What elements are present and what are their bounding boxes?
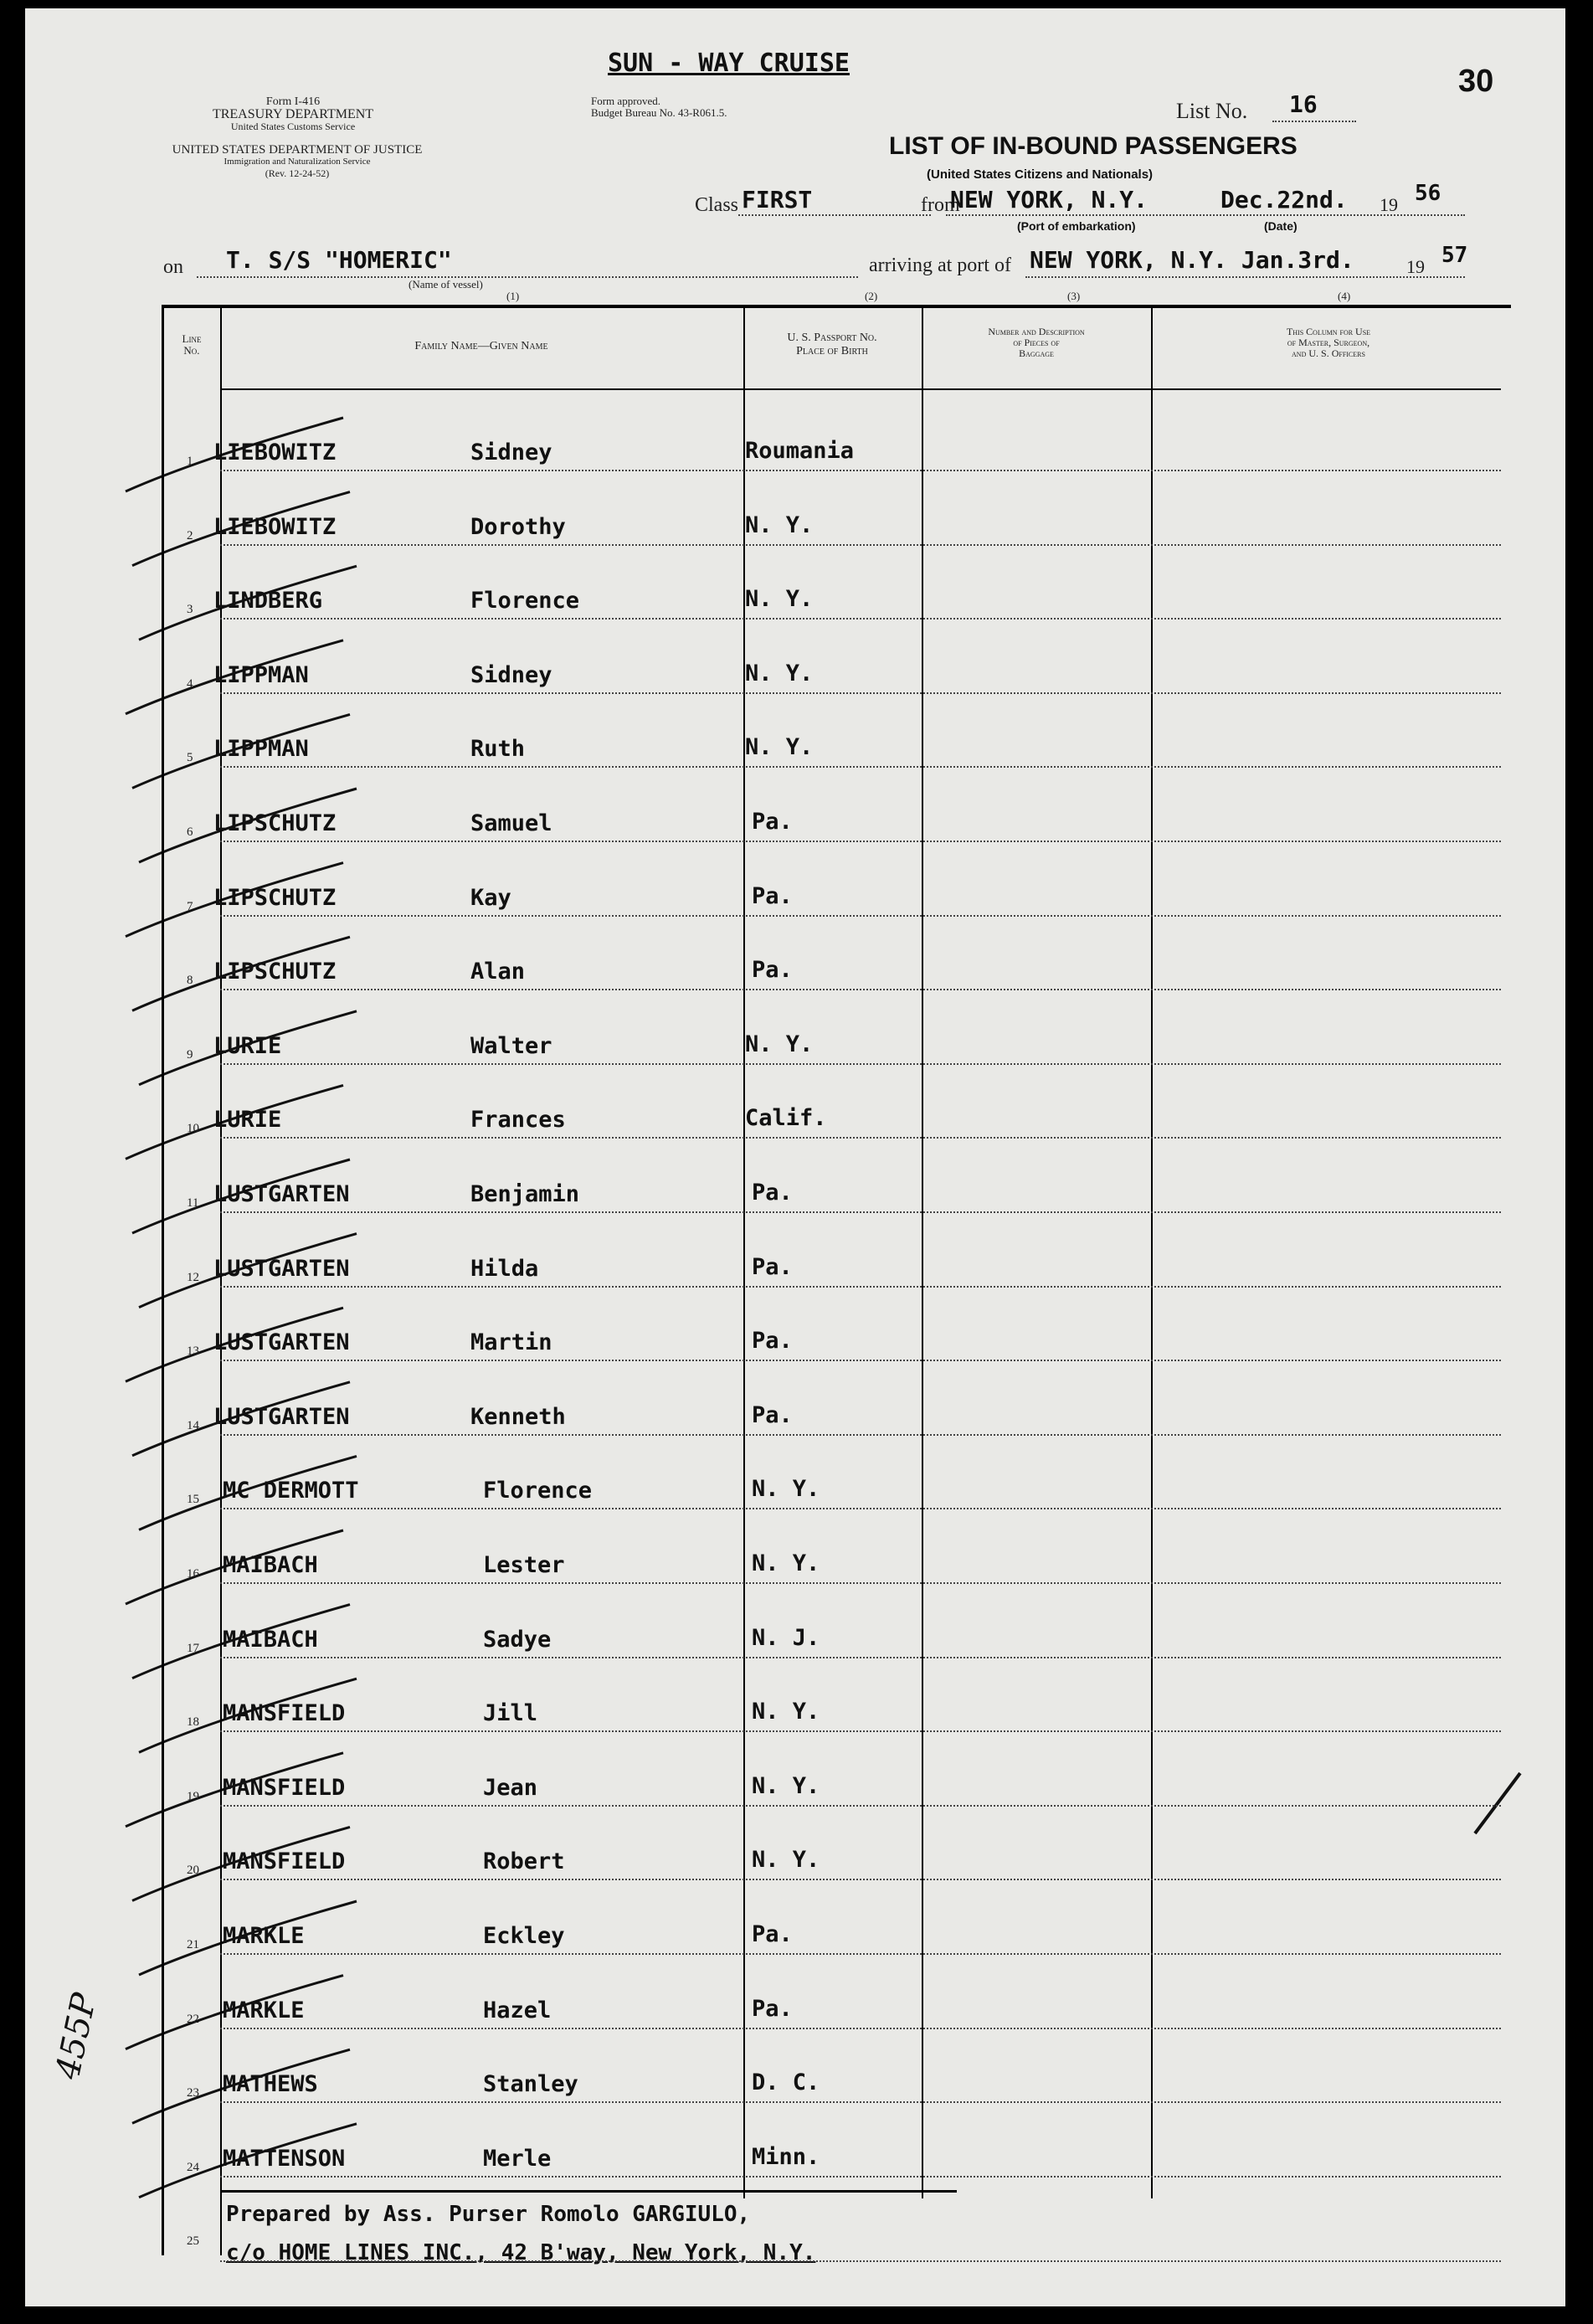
customs-service: United States Customs Service [230, 121, 356, 132]
place-of-birth: Pa. [752, 1254, 793, 1280]
place-of-birth: Pa. [752, 1402, 793, 1428]
line-number: 20 [187, 1864, 199, 1877]
ins-service: Immigration and Naturalization Service [224, 157, 371, 167]
given-name: Sadye [483, 1627, 552, 1653]
line-number: 19 [187, 1790, 199, 1803]
row-rule [220, 1730, 1501, 1732]
line-number: 3 [187, 603, 193, 616]
row-rule [220, 1137, 1501, 1139]
from-line [946, 214, 1465, 216]
form-approval [591, 95, 727, 119]
handwritten-margin-note: 455P [49, 1989, 105, 2083]
from-label: from [921, 194, 960, 216]
row-rule [220, 692, 1501, 694]
family-name: MC DERMOTT [223, 1478, 359, 1504]
place-of-birth: Calif. [745, 1105, 827, 1131]
place-of-birth: Pa. [752, 1328, 793, 1354]
family-name: MANSFIELD [223, 1700, 346, 1726]
family-name: LURIE [213, 1033, 282, 1059]
class-value: FIRST [742, 186, 813, 213]
list-subtitle: (United States Citizens and Nationals) [927, 167, 1154, 182]
given-name: Robert [483, 1848, 565, 1874]
header-baggage-l2: of Pieces of [1013, 337, 1060, 348]
row-rule [220, 841, 1501, 842]
family-name: LIEBOWITZ [213, 440, 337, 465]
agent-address: c/o HOME LINES INC., 42 B'way, New York, N.Y. [226, 2240, 816, 2265]
row-rule [220, 470, 1501, 471]
class-line [738, 214, 931, 216]
place-of-birth: N. Y. [752, 1476, 820, 1502]
cruise-title: SUN - WAY CRUISE [608, 49, 850, 78]
col-divider-4 [1151, 306, 1153, 2198]
row-rule [220, 1063, 1501, 1065]
place-of-birth: N. Y. [745, 586, 814, 612]
list-no-line [1272, 121, 1356, 122]
line-number: 16 [187, 1567, 199, 1581]
given-name: Dorothy [470, 514, 566, 540]
line-number: 10 [187, 1122, 199, 1135]
family-name: MARKLE [223, 1923, 305, 1949]
list-title: LIST OF IN-BOUND PASSENGERS [889, 132, 1298, 160]
family-name: MANSFIELD [223, 1775, 346, 1801]
header-passport [745, 332, 919, 358]
given-name: Benjamin [470, 1181, 580, 1207]
line-number: 14 [187, 1419, 199, 1432]
family-name: LIPPMAN [213, 736, 309, 762]
place-of-birth: N. Y. [745, 1031, 814, 1057]
place-of-birth: N. Y. [745, 734, 814, 760]
final-row-line [220, 2260, 1501, 2262]
row-rule [220, 915, 1501, 917]
family-name: LUSTGARTEN [213, 1404, 350, 1430]
on-label: on [163, 256, 183, 278]
margin-stroke [1475, 1773, 1520, 1833]
place-of-birth: Pa. [752, 1180, 793, 1206]
treasury-dept: TREASURY DEPARTMENT [212, 107, 374, 121]
header-bottom-rule [220, 388, 1501, 390]
row-rule [220, 618, 1501, 620]
arrival-line [1025, 276, 1465, 278]
table-left-border [162, 305, 164, 2255]
class-label: Class [695, 194, 739, 216]
line-number: 5 [187, 751, 193, 764]
family-name: LIPPMAN [213, 662, 309, 688]
row-rule [220, 1286, 1501, 1288]
header-no-word: No. [183, 344, 200, 357]
given-name: Alan [470, 959, 526, 985]
port-embark-caption: (Port of embarkation) [1017, 219, 1136, 233]
header-baggage-l3: Baggage [1019, 347, 1054, 359]
row-rule [220, 1434, 1501, 1436]
line-number: 18 [187, 1715, 199, 1729]
given-name: Sidney [470, 662, 552, 688]
family-name: LUSTGARTEN [213, 1329, 350, 1355]
place-of-birth: D. C. [752, 2069, 820, 2095]
row-rule [220, 2101, 1501, 2103]
place-of-birth: Pa. [752, 883, 793, 909]
year-prefix-1: 19 [1380, 194, 1398, 215]
place-of-birth: N. Y. [752, 1773, 820, 1799]
year-from: 56 [1415, 181, 1441, 206]
given-name: Kay [470, 885, 511, 911]
line-number: 22 [187, 2013, 199, 2026]
row-rule [220, 1211, 1501, 1213]
row-rule [220, 1805, 1501, 1807]
line-number: 11 [187, 1196, 199, 1210]
given-name: Hilda [470, 1256, 539, 1282]
line-number: 8 [187, 974, 193, 987]
family-name: MARKLE [223, 1998, 305, 2023]
header-officers-l1: This Column for Use [1286, 326, 1371, 337]
line-number: 15 [187, 1493, 199, 1506]
given-name: Merle [483, 2146, 552, 2172]
budget-bureau: Budget Bureau No. 43-R061.5. [591, 106, 727, 119]
arriving-label: arriving at port of [869, 255, 1011, 276]
given-name: Walter [470, 1033, 552, 1059]
arrival-port-date: NEW YORK, N.Y. Jan.3rd. [1030, 246, 1354, 274]
given-name: Eckley [483, 1923, 565, 1949]
place-of-birth: Pa. [752, 1921, 793, 1947]
line-number: 1 [187, 455, 193, 468]
given-name: Sidney [470, 440, 552, 465]
place-of-birth: N. Y. [752, 1699, 820, 1725]
family-name: LINDBERG [213, 588, 323, 614]
row-rule [220, 766, 1501, 768]
row-rule [220, 1657, 1501, 1658]
line-number: 23 [187, 2086, 199, 2100]
row-rule [220, 1953, 1501, 1955]
revision: (Rev. 12-24-52) [265, 167, 330, 179]
header-name: Family Name—Given Name [414, 340, 548, 352]
given-name: Samuel [470, 810, 552, 836]
family-name: LIPSCHUTZ [213, 810, 337, 836]
given-name: Jean [483, 1775, 538, 1801]
given-name: Florence [483, 1478, 593, 1504]
row-rule [220, 544, 1501, 546]
row-rule [220, 1508, 1501, 1509]
line-number: 6 [187, 825, 193, 839]
family-name: LUSTGARTEN [213, 1181, 350, 1207]
family-name: LIEBOWITZ [213, 514, 337, 540]
date-from: Dec.22nd. [1220, 186, 1348, 213]
place-of-birth: Minn. [752, 2144, 820, 2170]
family-name: MATTENSON [223, 2146, 346, 2172]
header-officers-l3: and U. S. Officers [1292, 347, 1365, 359]
family-name: LIPSCHUTZ [213, 885, 337, 911]
header-line-no [166, 333, 218, 357]
family-name: MANSFIELD [223, 1848, 346, 1874]
list-no-label: List No. [1176, 99, 1248, 123]
vessel-line [197, 276, 858, 278]
list-no-value: 16 [1289, 90, 1318, 118]
given-name: Hazel [483, 1998, 552, 2023]
line-number: 7 [187, 900, 193, 913]
justice-dept: UNITED STATES DEPARTMENT OF JUSTICE [172, 143, 423, 157]
col-num-1: (1) [506, 290, 520, 302]
given-name: Stanley [483, 2071, 578, 2097]
row-rule [220, 1879, 1501, 1880]
from-value: NEW YORK, N.Y. [950, 186, 1149, 213]
header-passport-no: U. S. Passport No. [787, 332, 877, 344]
document-page [25, 8, 1565, 2306]
form-id-block [209, 95, 377, 133]
given-name: Jill [483, 1700, 538, 1726]
line-number: 24 [187, 2161, 199, 2174]
col-divider-3 [922, 306, 923, 2198]
header-place-of-birth: Place of Birth [796, 345, 868, 357]
col-num-3: (3) [1067, 290, 1081, 302]
row-rule [220, 1360, 1501, 1361]
given-name: Martin [470, 1329, 552, 1355]
line-number: 17 [187, 1642, 199, 1655]
line-number: 25 [187, 2234, 199, 2248]
header-line-word: Line [182, 332, 202, 345]
row-rule [220, 2176, 1501, 2177]
given-name: Kenneth [470, 1404, 566, 1430]
place-of-birth: Roumania [745, 438, 855, 464]
header-officers-l2: of Master, Surgeon, [1287, 337, 1370, 348]
col-num-4: (4) [1338, 290, 1351, 302]
row-rule [220, 989, 1501, 990]
family-name: LIPSCHUTZ [213, 959, 337, 985]
place-of-birth: Pa. [752, 1996, 793, 2022]
place-of-birth: Pa. [752, 957, 793, 983]
given-name: Lester [483, 1552, 565, 1578]
family-name: MAIBACH [223, 1552, 318, 1578]
place-of-birth: N. Y. [745, 512, 814, 538]
year-to: 57 [1441, 243, 1468, 268]
header-baggage-l1: Number and Description [988, 326, 1085, 337]
place-of-birth: N. Y. [752, 1847, 820, 1873]
line-number: 12 [187, 1271, 199, 1284]
vessel-name: T. S/S "HOMERIC" [226, 246, 452, 274]
family-name: LUSTGARTEN [213, 1256, 350, 1282]
row-rule [220, 1582, 1501, 1584]
footer-rule [220, 2190, 957, 2193]
table-top-border [162, 305, 1511, 308]
prepared-by: Prepared by Ass. Purser Romolo GARGIULO, [226, 2202, 751, 2227]
line-number: 4 [187, 677, 193, 691]
family-name: MAIBACH [223, 1627, 318, 1653]
family-name: MATHEWS [223, 2071, 318, 2097]
vessel-caption: (Name of vessel) [409, 278, 483, 290]
date-caption: (Date) [1264, 219, 1298, 233]
form-approved: Form approved. [591, 95, 661, 107]
given-name: Florence [470, 588, 580, 614]
line-number: 13 [187, 1345, 199, 1358]
justice-block [159, 144, 435, 179]
given-name: Ruth [470, 736, 526, 762]
line-number: 9 [187, 1048, 193, 1062]
year-prefix-2: 19 [1406, 256, 1425, 277]
place-of-birth: N. Y. [752, 1550, 820, 1576]
header-baggage [923, 326, 1149, 359]
form-number: Form I-416 [265, 95, 321, 108]
page-number: 30 [1458, 64, 1494, 99]
row-rule [220, 2028, 1501, 2029]
line-number: 21 [187, 1938, 199, 1951]
place-of-birth: N. J. [752, 1625, 820, 1651]
header-officers [1153, 326, 1504, 359]
line-number: 2 [187, 529, 193, 542]
place-of-birth: N. Y. [745, 661, 814, 686]
place-of-birth: Pa. [752, 809, 793, 835]
given-name: Frances [470, 1107, 566, 1133]
family-name: LURIE [213, 1107, 282, 1133]
col-num-2: (2) [865, 290, 878, 302]
